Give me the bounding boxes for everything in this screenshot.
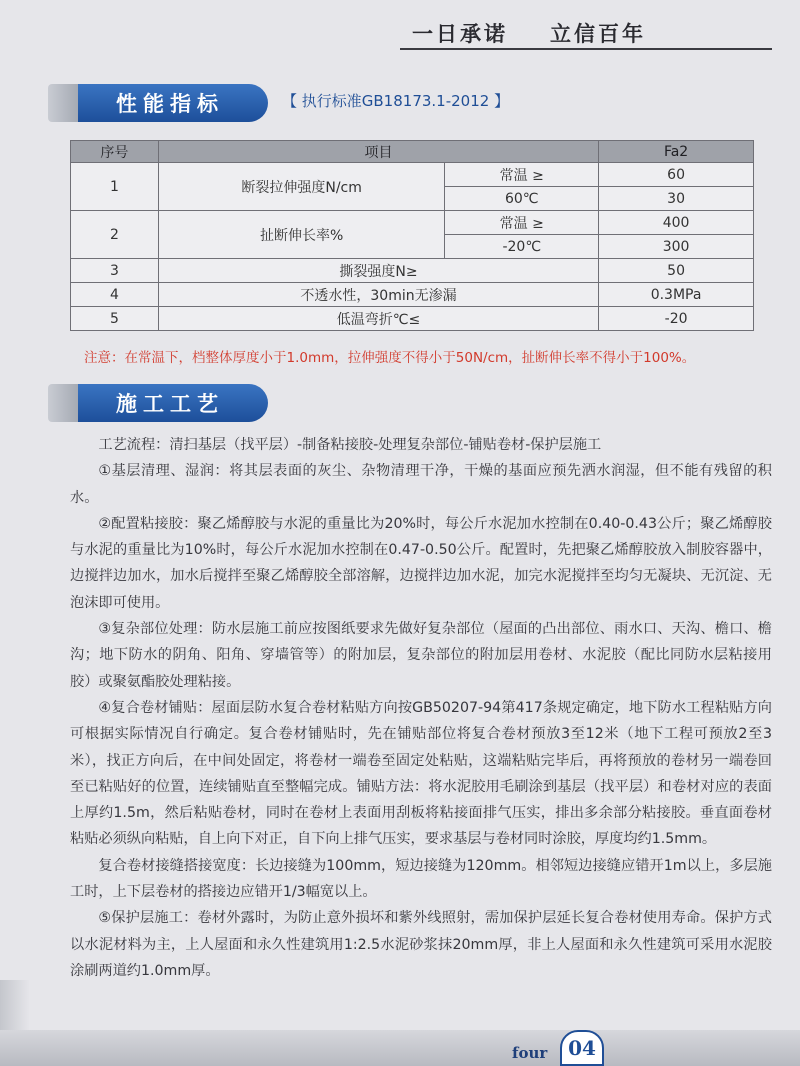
standard-label: 【 执行标准GB18173.1-2012 】 [282,92,510,110]
row-value: 60 [599,163,754,187]
section-title: 性能指标 [78,84,268,122]
page-number: 04 [560,1030,604,1066]
row-item: 撕裂强度N≥ [158,259,598,283]
construction-body [70,432,772,984]
table-header-row [71,141,754,163]
footer-word: four [512,1044,548,1062]
note-text: 注意：在常温下，档整体厚度小于1.0mm，拉伸强度不得小于50N/cm，扯断伸长率不得小于100%。 [84,350,696,366]
paragraph-flow: 工艺流程：清扫基层（找平层）-制备粘接胶-处理复杂部位-铺贴卷材-保护层施工 [98,437,602,453]
table-row [71,163,754,187]
section-performance-heading [48,84,272,122]
row-condition: 60℃ [445,187,599,211]
row-value: 0.3MPa [599,283,754,307]
row-value: -20 [599,307,754,331]
row-item: 断裂拉伸强度N/cm [158,163,445,211]
header-rule [400,48,772,50]
row-no: 5 [71,307,159,331]
row-no: 2 [71,211,159,259]
row-value: 400 [599,211,754,235]
performance-table [70,140,754,331]
paragraph: ②配置粘接胶：聚乙烯醇胶与水泥的重量比为20%时，每公斤水泥加水控制在0.40-0.43公斤；聚乙烯醇胶与水泥的重量比为10%时，每公斤水泥加水控制在0.47-0.50公斤。配置时，先把聚乙烯醇胶放入制胶容器中，边搅拌边加水，加水后搅拌至聚乙烯醇胶全部溶解，边搅拌边加水泥，加完水泥搅拌至均匀无凝块、无沉淀、无泡沫即可使用。 [70,515,772,611]
row-no: 1 [71,163,159,211]
section-title: 施工工艺 [78,384,268,422]
paragraph: ①基层清理、湿润：将其层表面的灰尘、杂物清理干净，干燥的基面应预先洒水润湿，但不能有残留的积水。 [70,463,772,506]
row-condition: 常温 ≥ [445,211,599,235]
row-no: 3 [71,259,159,283]
row-condition: -20℃ [445,235,599,259]
slogan-left: 一日承诺 [412,21,508,46]
table-row [71,307,754,331]
row-item: 不透水性，30min无渗漏 [158,283,598,307]
footer-bar [0,1030,800,1066]
row-value: 30 [599,187,754,211]
slogan-right: 立信百年 [550,21,646,46]
header-slogan [412,18,712,48]
paragraph: ③复杂部位处理：防水层施工前应按图纸要求先做好复杂部位（屋面的凸出部位、雨水口、天沟、檐口、檐沟；地下防水的阴角、阳角、穿墙管等）的附加层，复杂部位的附加层用卷材、水泥胶（配比同防水层粘接用胶）或聚氨酯胶处理粘接。 [70,621,772,690]
section-construction-heading [48,384,272,422]
table-row [71,283,754,307]
paragraph: ⑤保护层施工：卷材外露时，为防止意外损坏和紫外线照射，需加保护层延长复合卷材使用寿命。保护方式以水泥材料为主，上人屋面和永久性建筑用1:2.5水泥砂浆抹20mm厚，非上人屋面和永久性建筑可采用水泥胶涂刷两道约1.0mm厚。 [70,910,772,979]
row-value: 50 [599,259,754,283]
table-row [71,259,754,283]
row-item: 扯断伸长率% [158,211,445,259]
header-value: Fa2 [599,141,754,163]
row-value: 300 [599,235,754,259]
table-row [71,211,754,235]
paragraph: ④复合卷材铺贴：屋面层防水复合卷材粘贴方向按GB50207-94第417条规定确定，地下防水工程粘贴方向可根据实际情况自行确定。复合卷材铺贴时，先在铺贴部位将复合卷材预放3至12米（地下工程可预放2至3米），找正方向后，在中间处固定，将卷材一端卷至固定处粘贴，这端粘贴完毕后，再将预放的卷材另一端卷回至已粘贴好的位置，连续铺贴直至整幅完成。铺贴方法：将水泥胶用毛刷涂到基层（找平层）和卷材对应的表面上厚约1.5m，然后粘贴卷材，同时在卷材上表面用刮板将粘接面排气压实，排出多余部分粘接胶。垂直面卷材粘贴必须纵向粘贴，自上向下对正，自下向上排气压实，要求基层与卷材同时涂胶，厚度均约1.5mm。 [70,699,772,848]
header-item: 项目 [158,141,598,163]
header-no: 序号 [71,141,159,163]
row-no: 4 [71,283,159,307]
row-condition: 常温 ≥ [445,163,599,187]
paragraph: 复合卷材接缝搭接宽度：长边接缝为100mm，短边接缝为120mm。相邻短边接缝应错开1m以上，多层施工时，上下层卷材的搭接边应错开1/3幅宽以上。 [70,857,772,901]
row-item: 低温弯折℃≤ [158,307,598,331]
